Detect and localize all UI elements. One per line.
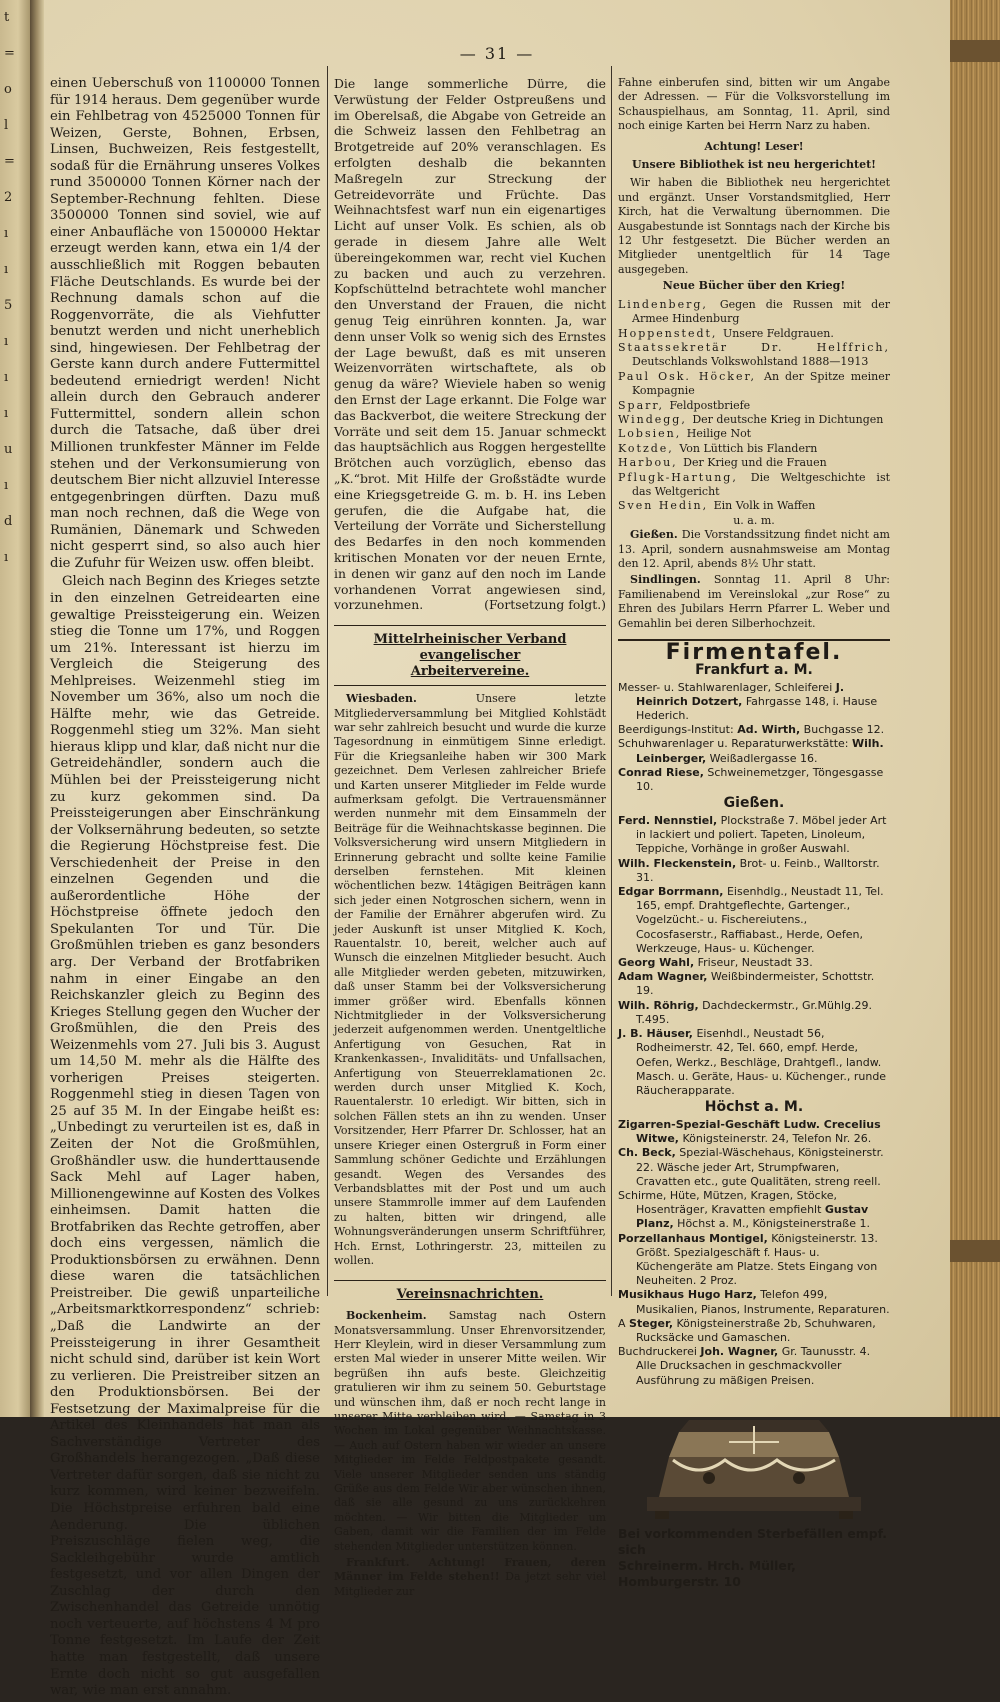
margin-char: ı (4, 406, 9, 421)
book-entry: Sparr, Feldpostbriefe (618, 398, 751, 412)
heading-achtung: Achtung! Leser! (704, 139, 804, 153)
ad-schreinermeister: Schreinerm. Hrch. Müller, Homburgerstr. 10 (618, 1557, 796, 1589)
book-entry: Kotzde, Von Lüttich bis Flandern (618, 441, 818, 455)
ad-entry: J. B. Häuser, Eisenhdl., Neustadt 56, Rodheimerstr. 42, Tel. 660, empf. Herde, Oefen, Werkz., Beschläge, Drahtgefl., landw. Masch. u. Geräte, Haus- u. Küchenger., runde Räucherapparate. (618, 1027, 887, 1097)
section-heading-verband: Mittelrheinischer Verband evangelischer Arbeitervereine. (334, 625, 606, 686)
column-rule (327, 66, 328, 1296)
report-giessen: Gießen. Die Vorstandssitzung findet nicht am 13. April, sondern ausnahmsweise am Montag den 12. April, abends 8½ Uhr statt. (618, 528, 890, 570)
section-heading-vereinsnachrichten: Vereinsnachrichten. (334, 1280, 606, 1303)
ad-entry: A Steger, Königsteinerstraße 2b, Schuhwaren, Rucksäcke und Gamaschen. (618, 1316, 876, 1344)
ads-giessen (618, 814, 890, 1098)
city-frankfurt: Frankfurt a. M. (695, 661, 813, 678)
margin-char: l (4, 118, 9, 133)
ad-entry: Georg Wahl, Friseur, Neustadt 33. (618, 956, 813, 970)
margin-char: = (4, 154, 15, 169)
book-gutter (30, 0, 44, 1417)
margin-char: ı (4, 370, 9, 385)
margin-char: t (4, 10, 10, 25)
report-sindlingen: Sindlingen. Sonntag 11. April 8 Uhr: Familienabend im Vereinslokal „zur Rose“ zu Ehren des Jubilars Herrn Pfarrer L. Weber und Gemahlin bei deren Silberhochzeit. (618, 573, 890, 630)
ad-entry: Zigarren-Spezial-Geschäft Ludw. Crecelius Witwe, Königsteinerstr. 24, Telefon Nr. 26. (618, 1117, 881, 1146)
firmentafel-title: Firmentafel. (618, 639, 890, 661)
page-number: — 31 — (459, 44, 535, 63)
ad-entry: Schuhwarenlager u. Reparaturwerkstätte: Wilh. Leinberger, Weißadlergasse 16. (618, 737, 884, 765)
heading-bibliothek: Unsere Bibliothek ist neu hergerichtet! (631, 158, 877, 172)
report-bockenheim: Bockenheim. Samstag nach Ostern Monatsversammlung. Unser Ehrenvorsitzender, Herr Kleylein, wird in dieser Versammlung zum ersten Mal wieder in unserer Mitte weilen. Wir begrüßen ihn aufs beste. Gleichzeitig gratulieren wir ihm zu seinem 50. Geburtstage und wünschen ihm, daß er noch recht lange in unserer Mitte verbleiben wird. — Samstag in 3 Wochen im Lokal gegenüber Weihnachtskasse. — Auch auf Ostern haben wir wieder an unsere Mitglieder im Felde Feldpostpakete gesandt. Viele unserer Mitglieder senden uns ständig Grüße aus dem Felde Wir aber wünschen ihnen, daß sie alle gesund zu uns zurückkehren möchten. — Wir bitten die Mitglieder um Gaben, damit wir die Familien der im Felde stehenden Mitglieder unterstützen können. (334, 1309, 607, 1553)
margin-char: ı (4, 550, 9, 565)
book-entry: Paul Osk. Höcker, An der Spitze meiner Kompagnie (618, 369, 890, 398)
margin-char: 5 (4, 298, 13, 313)
ad-entry: Buchdruckerei Joh. Wagner, Gr. Taunusstr. 4. Alle Drucksachen in geschmackvoller Ausführung zu mäßigen Preisen. (618, 1345, 871, 1387)
paragraph: Gleich nach Beginn des Krieges setzte in den einzelnen Getreidearten eine gewaltige Preissteigerung ein. Weizen stieg die Tonne um 17%, und Roggen um 21%. Interessant ist hierzu im Vergleich die Steigerung des Mehlpreises. Weizenmehl stieg im November um 36%, also um noch die Hälfte mehr, wie das Getreide. Roggenmehl stieg um 32%. Man sieht hieraus klipp und klar, daß nicht nur die Getreidehändler, sondern auch die Mühlen bei der Preissteigerung nicht zu kurz gekommen sind. Da Preissteigerungen aber Einschränkung der Volksernährung bedeuten, so setzte die Regierung Höchstpreise fest. Die Verschiedenheit der Preise in den einzelnen Gegenden und die außerordentliche Höhe der Höchstpreise öffnete jedoch den Spekulanten Tor und Tür. Die Großmühlen trieben es ganz besonders arg. Der Verband der Brotfabriken nahm in einer Eingabe an den Reichskanzler gleich zu Beginn des Krieges Stellung gegen den Wucher der Großmühlen, die den Preis des Weizenmehls vom 27. Juli bis 3. August um 14,50 M. mehr als die Hälfte des vorherigen Preises steigerten. Roggenmehl stieg in diesen Tagen von 25 auf 35 M. In der Eingabe heißt es: „Unbedingt zu verurteilen ist es, daß in Zeiten der Not die Großmühlen, Großhändler usw. die hunderttausende Sack Mehl auf Lager haben, Millionengewinne auf Kosten des Volkes einheimsen. Damit hatten die Brotfabriken das Rechte getroffen, aber doch eins vergessen, nämlich die Produktionsbörsen zu erwähnen. Denn diese waren die tatsächlichen Preistreiber. Die gewiß unparteiliche „Arbeitsmarktkorrespondenz“ schrieb: „Daß die Landwirte an der Preissteigerung in ihrer Gesamtheit nicht schuld sind, darüber ist kein Wort zu verlieren. Die Preistreiber sitzen an den Produktionsbörsen. Bei der Festsetzung der Maximalpreise für die Artikel des Kleinhandels hat man als Sachverständige Vertreter des Großhandels herangezogen. „Daß diese Vertreter dafür sorgen, daß sie nicht zu kurz kommen, wird keiner bezweifeln. Die Höchstpreise erfuhren bald eine Aenderung. Die üblichen Preiszuschläge fielen weg, die Sackleihgebühr wurde amtlich festgesetzt, und vor allen Dingen der Zuschlag der durch den Zwischenhandel das Getreide unnötig noch verteuerte, auf höchstens 4 M pro Tonne festgesetzt. Im Laufe der Zeit hatte man festgestellt, daß unsere Ernte doch nicht so gut ausgefallen war, wie man erst annahm. (50, 574, 320, 1699)
paragraph: Fahne einberufen sind, bitten wir um Angabe der Adressen. — Für die Volksvorstellung im Schauspielhaus, am Sonntag, 11. April, sind noch einige Karten bei Herrn Narz zu haben. (618, 76, 890, 133)
ad-entry: Ferd. Nennstiel, Plockstraße 7. Möbel jeder Art in lackiert und poliert. Tapeten, Linoleum, Teppiche, Vorhänge in großer Auswahl. (618, 814, 887, 856)
coffin-illustration (639, 1402, 869, 1522)
ad-entry: Ch. Beck, Spezial-Wäschehaus, Königsteinerstr. 22. Wäsche jeder Art, Strumpfwaren, Cravatten etc., gute Qualitäten, streng reell. (618, 1146, 884, 1188)
margin-char: d (4, 514, 13, 529)
column-3 (618, 76, 890, 1590)
book-entry: Windegg, Der deutsche Krieg in Dichtungen (618, 412, 884, 426)
ad-entry: Musikhaus Hugo Harz, Telefon 499, Musikalien, Pianos, Instrumente, Reparaturen. (618, 1288, 890, 1316)
book-entry: Hoppenstedt, Unsere Feldgrauen. (618, 326, 834, 340)
ad-entry: Wilh. Fleckenstein, Brot- u. Feinb., Walltorstr. 31. (618, 856, 880, 884)
continued-note: (Fortsetzung folgt.) (484, 597, 606, 613)
margin-char: 2 (4, 190, 13, 205)
margin-char: ı (4, 334, 9, 349)
ad-entry: Edgar Borrmann, Eisenhdlg., Neustadt 11, Tel. 165, empf. Drahtgeflechte, Gartenger., Vogelzücht.- u. Fischereiutens., Cocosfaserstr., Raffiabast., Herde, Oefen, Werkzeuge, Haus- u. Küchenger. (618, 885, 884, 955)
ad-entry: Porzellanhaus Montigel, Königsteinerstr. 13. Größt. Spezialgeschäft f. Haus- u. Küchengeräte am Platze. Stets Eingang von Neuheiten. 2 Proz. (618, 1231, 878, 1288)
column-1 (50, 76, 320, 1702)
ad-entry: Conrad Riese, Schweinemetzger, Töngesgasse 10. (618, 765, 884, 794)
book-list-end: u. a. m. (733, 513, 775, 527)
book-entry: Lindenberg, Gegen die Russen mit der Armee Hindenburg (618, 297, 890, 326)
book-entry: Lobsien, Heilige Not (618, 427, 752, 441)
city-hoechst: Höchst a. M. (704, 1099, 804, 1116)
ads-frankfurt (618, 681, 890, 795)
margin-char: o (4, 82, 12, 97)
heading-neue-buecher: Neue Bücher über den Krieg! (662, 279, 846, 293)
paragraph: Wir haben die Bibliothek neu hergerichtet und ergänzt. Unser Vorstandsmitglied, Herr Kirch, hat die Verwaltung übernommen. Die Ausgabestunde ist Sonntags nach der Kirche bis 12 Uhr festgesetzt. Die Bücher werden an Mitglieder unentgeltlich für 14 Tage ausgegeben. (618, 176, 890, 276)
paragraph: Die lange sommerliche Dürre, die Verwüstung der Felder Ostpreußens und im Oberelsaß, die Abgabe von Getreide an die Schweiz lassen den Fehlbetrag an Brotgetreide auf 20% veranschlagen. Es erfolgten deshalb die bekannten Maßregeln zur Streckung der Getreidevorräte und Früchte. Das Weihnachtsfest warf nun ein eigenartiges Licht auf unser Volk. Es schien, als ob gerade in diesem Jahre alle Welt übereingekommen war, recht viel Kuchen zu backen und auch zu verzehren. Kopfschüttelnd betrachtete wohl mancher den Unverstand der Frauen, die nicht genug Teig einrühren konnten. Ja, war denn unser Volk so wenig sich des Ernstes der Lage bewußt, daß es mit unseren Weizenvorräten wirtschaftete, als ob genug da wäre? Wieviele haben so wenig den Ernst der Lage erkannt. Die Folge war das Backverbot, die weitere Streckung der Vorräte und seit dem 15. Januar schmeckt das hauptsächlich aus Roggen hergestellte Brötchen auch vorzüglich, ebenso das „K.“brot. Mit Hilfe der Großstädte wurde eine Kriegsgetreide G. m. b. H. ins Leben gerufen, die die Aufgabe hat, die Verteilung der Vorräte und Sicherstellung des Bedarfes in den noch kommenden kritischen Monaten vor der neuen Ernte, in denen wir ganz auf den noch im Lande vorhandenen Vorrat angewiesen sind, vorzunehmen. (Fortsetzung folgt.) (334, 76, 606, 613)
margin-char: ı (4, 262, 9, 277)
ads-hoechst (618, 1118, 890, 1388)
report-frankfurt: Frankfurt. Achtung! Frauen, deren Männer im Felde stehen!! Da jetzt sehr viel Mitglieder zur (334, 1556, 606, 1598)
margin-char: ı (4, 478, 9, 493)
ad-entry: Schirme, Hüte, Mützen, Kragen, Stöcke, Hosenträger, Kravatten empfiehlt Gustav Planz, Höchst a. M., Königsteinerstraße 1. (618, 1188, 870, 1231)
margin-char: ı (4, 226, 9, 241)
ad-sterbefaelle: Bei vorkommenden Sterbefällen empf. sich (618, 1525, 888, 1557)
newspaper-page (44, 0, 950, 1699)
ad-entry: Beerdigungs-Institut: Ad. Wirth, Buchgasse 12. (618, 723, 885, 737)
margin-char: = (4, 46, 15, 61)
margin-char: u (4, 442, 13, 457)
ad-entry: Wilh. Röhrig, Dachdeckermstr., Gr.Mühlg.29. T.495. (618, 998, 872, 1026)
report-wiesbaden: Wiesbaden. Unsere letzte Mitgliederversammlung bei Mitglied Kohlstädt war sehr zahlreich besucht und wurde die kurze Tagesordnung in einmütigem Sinne erledigt. Für die Kriegsanleihe haben wir 300 Mark gezeichnet. Dem Verlesen zahlreicher Briefe und Karten unserer Mitglieder im Felde wurde aufmerksam gefolgt. Die Vertrauensmänner werden nunmehr mit dem Einsammeln der Beiträge für die Weihnachtskasse beginnen. Die Volksversicherung wird unsern Mitgliedern in Erinnerung gebracht und sollte keine Familie derselben fernstehen. Mit kleinen wöchentlichen bezw. 14tägigen Beiträgen kann sich jeder einen Notgroschen sichern, wenn in der Familie der Ernährer abgerufen wird. Zu jeder Auskunft ist unser Mitglied K. Koch, Rauentalstr. 10, bereit, welcher auch auf Wunsch die einzelnen Mitglieder besucht. Auch alle Mitglieder werden gebeten, mitzuwirken, daß unser Stamm bei der Volksversicherung immer größer wird. Ebenfalls können Nichtmitglieder in der Volksversicherung jederzeit aufgenommen werden. Unentgeltliche Anfertigung von Gesuchen, Rat in Krankenkassen-, Invaliditäts- und Unfallsachen, Anfertigung von Steuerreklamationen 2c. werden durch unser Mitglied K. Koch, Rauentalerstr. 10 erledigt. Wir bitten, sich in solchen Fällen stets an ihn zu wenden. Unser Vorsitzender, Herr Pfarrer Dr. Schlosser, hat an unsere Krieger einen Ostergruß in Form einer Sammlung schöner Gedichte und Erzählungen gesandt. Wegen des Versandes des Verbandsblattes mit der Post und um auch unsere Stammrolle immer auf dem Laufenden zu halten, bitten wir dringend, alle Wohnungsveränderungen unserm Schriftführer, Hch. Ernst, Lothringerstr. 23, mitteilen zu wollen. (334, 692, 607, 1267)
book-entry: Sven Hedin, Ein Volk in Waffen (618, 499, 816, 513)
book-page-edges (950, 0, 1000, 1417)
column-2 (334, 76, 606, 1601)
city-giessen: Gießen. (723, 795, 785, 812)
book-entry: Harbou, Der Krieg und die Frauen (618, 456, 827, 470)
column-rule (611, 66, 612, 1296)
book-list (618, 298, 890, 514)
book-entry: Pflugk-Hartung, Die Weltgeschichte ist das Weltgericht (618, 470, 891, 498)
previous-page-strip (0, 0, 30, 1417)
ad-entry: Adam Wagner, Weißbindermeister, Schottstr. 19. (618, 970, 875, 998)
ad-entry: Messer- u. Stahlwarenlager, Schleiferei J. Heinrich Dotzert, Fahrgasse 148, i. Hause Hederich. (618, 680, 878, 723)
paragraph: einen Ueberschuß von 1100000 Tonnen für 1914 heraus. Dem gegenüber wurde ein Fehlbetrag von 4525000 Tonnen für Weizen, Gerste, Bohnen, Erbsen, Linsen, Buchweizen, Reis festgestellt, sodaß für die Ernährung unseres Volkes rund 3500000 Tonnen Körner nach der September-Rechnung fehlten. Diese 3500000 Tonnen sind soviel, wie auf einer Anbaufläche von 1500000 Hektar erzeugt werden kann, etwa ein 1/4 der ausschließlich mit Roggen bebauten Fläche Deutschlands. Es wurde bei der Rechnung damals schon auf die Roggenvorräte, die als Viehfutter benutzt werden und nicht unerheblich sind, hingewiesen. Der Fehlbetrag der Gerste kann durch andere Futtermittel bedeutend erniedrigt werden! Nicht allein durch den Gebrauch anderer Futtermittel, sondern allein schon durch die Tatsache, daß über drei Millionen trunkfester Männer im Felde stehen und der Verkonsumierung von deutschem Bier nicht allzuviel Interesse entgegenbringen dürften. Dazu muß man noch rechnen, daß die Wege von Rumänien, Dänemark und Schweden nicht gesperrt sind, so also auch hier die Zufuhr für Weizen usw. offen bleibt. (50, 76, 320, 571)
book-entry: Staatssekretär Dr. Helffrich, Deutschlands Volkswohlstand 1888—1913 (618, 340, 890, 369)
